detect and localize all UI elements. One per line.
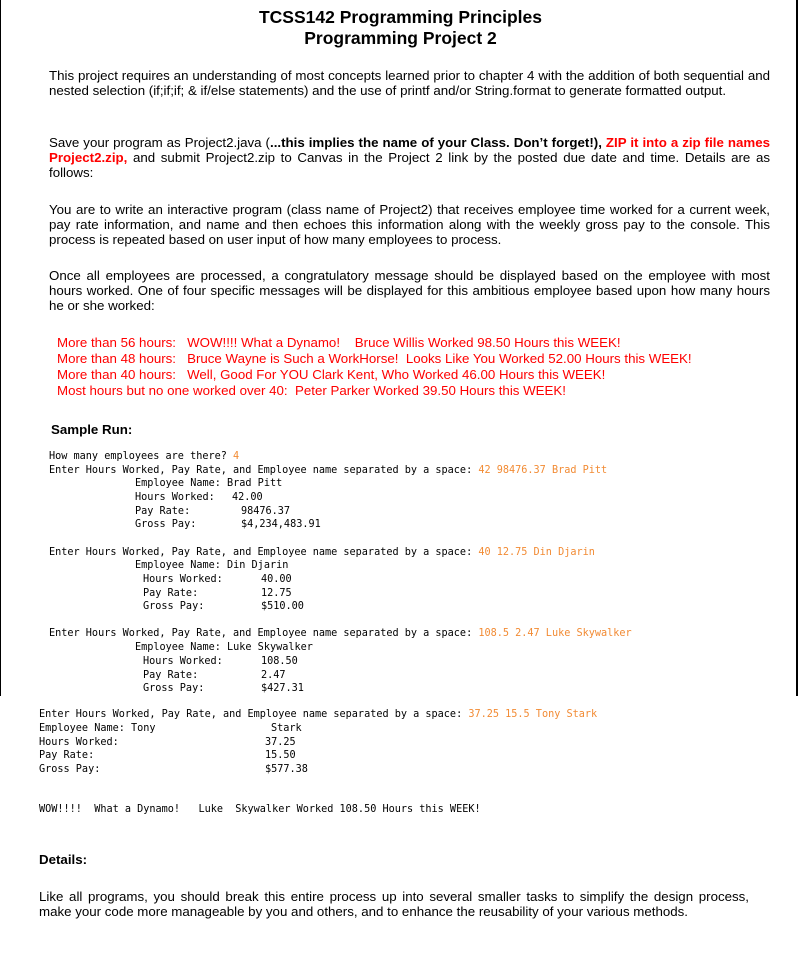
gross-value: $427.31 <box>261 683 304 694</box>
gross-value: $510.00 <box>261 601 304 612</box>
details-heading: Details: <box>39 852 88 867</box>
course-title: TCSS142 Programming Principles <box>258 7 542 27</box>
sample-run-heading: Sample Run: <box>51 422 133 437</box>
gross-label: Gross Pay: <box>39 764 101 775</box>
once-paragraph: Once all employees are processed, a congratulatory message should be displayed based on the employee with most hours worked. One of four specific messages will be displayed for this ambitious employee based upon how many hours he or she worked: <box>49 268 770 313</box>
rate-value: 15.50 <box>265 750 296 761</box>
gross-value: $577.38 <box>265 764 308 775</box>
hours-label: Hours Worked: <box>143 574 223 585</box>
final-message: WOW!!!! What a Dynamo! Luke Skywalker Worked 108.50 Hours this WEEK! <box>39 804 481 815</box>
rate-value: 98476.37 <box>241 506 291 517</box>
prompt-line: Enter Hours Worked, Pay Rate, and Employee name separated by a space: 40 12.75 Din Djarin <box>49 547 595 558</box>
hours-value: 108.50 <box>261 656 298 667</box>
how-many-line: How many employees are there? 4 <box>49 451 240 462</box>
hours-label: Hours Worked: <box>39 737 119 748</box>
message-under-40: Most hours but no one worked over 40: Peter Parker Worked 39.50 Hours this WEEK! <box>57 383 566 398</box>
intro-paragraph: This project requires an understanding of most concepts learned prior to chapter 4 with the addition of both sequential and nested selection (if;if;if; & if/else statements) and the use of printf and/or String.format to generate formatted output. <box>49 68 770 98</box>
rate-label: Pay Rate: <box>143 588 199 599</box>
hours-label: Hours Worked: <box>135 492 215 503</box>
prompt-line: Enter Hours Worked, Pay Rate, and Employee name separated by a space: 42 98476.37 Brad Pitt <box>49 465 608 476</box>
hours-label: Hours Worked: <box>143 656 223 667</box>
employee-name-line: Employee Name: Luke Skywalker <box>135 642 313 653</box>
project-title: Programming Project 2 <box>304 28 497 48</box>
gross-label: Gross Pay: <box>143 601 205 612</box>
employee-name-line: Employee Name: Brad Pitt <box>135 478 283 489</box>
rate-label: Pay Rate: <box>143 670 199 681</box>
rate-value: 12.75 <box>261 588 292 599</box>
page-title <box>0 7 801 49</box>
save-paragraph: Save your program as Project2.java (...this implies the name of your Class. Don’t forget!), ZIP it into a zip file names Project2.zip, and submit Project2.zip to Canvas in the Project 2 link by the posted due date and time. Details are as follows: <box>49 135 770 180</box>
gross-label: Gross Pay: <box>143 683 205 694</box>
gross-value: $4,234,483.91 <box>241 519 321 530</box>
hours-value: 40.00 <box>261 574 292 585</box>
hours-value: 37.25 <box>265 737 296 748</box>
employee-name-line: Employee Name: Tony <box>39 723 156 734</box>
employee-last-name: Stark <box>271 723 302 734</box>
message-48: More than 48 hours: Bruce Wayne is Such a WorkHorse! Looks Like You Worked 52.00 Hours this WEEK! <box>57 351 692 366</box>
task-paragraph: You are to write an interactive program (class name of Project2) that receives employee time worked for a current week, pay rate information, and name and then echoes this information along with the weekly gross pay to the console. This process is repeated based on user input of how many employees to process. <box>49 202 770 247</box>
message-56: More than 56 hours: WOW!!!! What a Dynamo! Bruce Willis Worked 98.50 Hours this WEEK! <box>57 335 621 350</box>
hours-value: 42.00 <box>232 492 263 503</box>
rate-label: Pay Rate: <box>135 506 191 517</box>
employee-name-line: Employee Name: Din Djarin <box>135 560 289 571</box>
prompt-line: Enter Hours Worked, Pay Rate, and Employee name separated by a space: 37.25 15.5 Tony Stark <box>39 709 598 720</box>
details-paragraph: Like all programs, you should break this entire process up into several smaller tasks to simplify the design process, make your code more manageable by you and others, and to enhance the reusability of your various methods. <box>39 889 749 919</box>
gross-label: Gross Pay: <box>135 519 197 530</box>
rate-value: 2.47 <box>261 670 286 681</box>
prompt-line: Enter Hours Worked, Pay Rate, and Employee name separated by a space: 108.5 2.47 Luke Skywalker <box>49 628 632 639</box>
message-40: More than 40 hours: Well, Good For YOU Clark Kent, Who Worked 46.00 Hours this WEEK! <box>57 367 606 382</box>
rate-label: Pay Rate: <box>39 750 95 761</box>
